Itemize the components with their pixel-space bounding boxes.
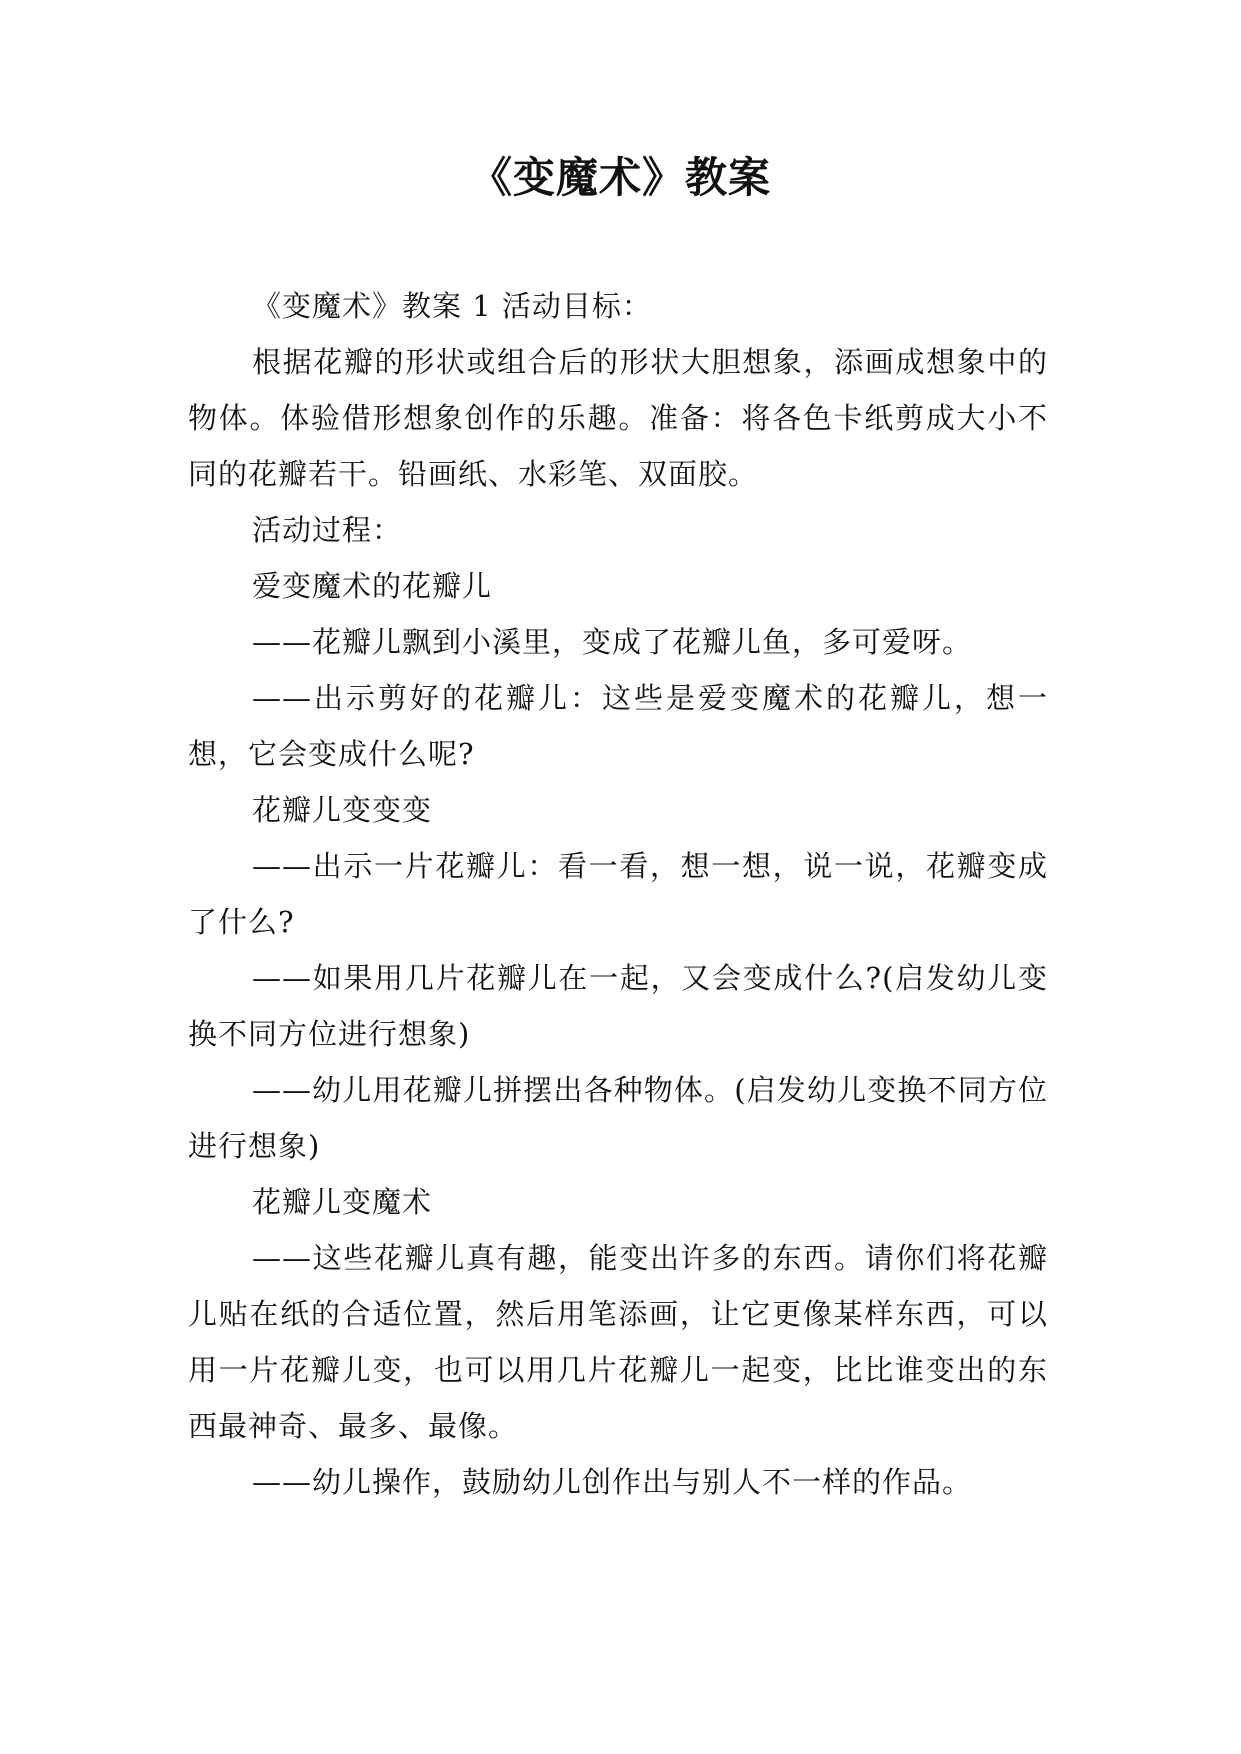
paragraph-objectives-heading: 《变魔术》教案 1 活动目标：: [252, 289, 652, 323]
paragraph-objectives-text: 根据花瓣的形状或组合后的形状大胆想象，添画成想象中的物体。体验借形想象创作的乐趣。准备：将各色卡纸剪成大小不同的花瓣若干。铅画纸、水彩笔、双面胶。: [188, 345, 1048, 491]
paragraph-step: ——这些花瓣儿真有趣，能变出许多的东西。请你们将花瓣儿贴在纸的合适位置，然后用笔添画，让它更像某样东西，可以用一片花瓣儿变，也可以用几片花瓣儿一起变，比比谁变出的东西最神奇、最多、最像。: [188, 1241, 1048, 1443]
paragraph-step: ——如果用几片花瓣儿在一起，又会变成什么?(启发幼儿变换不同方位进行想象): [188, 961, 1048, 1051]
document-body: [188, 278, 1048, 1510]
paragraph-step: ——幼儿用花瓣儿拼摆出各种物体。(启发幼儿变换不同方位进行想象): [188, 1073, 1048, 1163]
paragraph-step: ——幼儿操作，鼓励幼儿创作出与别人不一样的作品。: [252, 1465, 973, 1499]
section-heading-petals-magic: 花瓣儿变魔术: [252, 1185, 433, 1219]
section-heading-petals-change: 花瓣儿变变变: [252, 793, 433, 827]
document-title: 《变魔术》教案: [469, 153, 771, 202]
paragraph-step: ——花瓣儿飘到小溪里，变成了花瓣儿鱼，多可爱呀。: [252, 625, 973, 659]
section-heading-magic-petals: 爱变魔术的花瓣儿: [252, 569, 493, 603]
paragraph-step: ——出示一片花瓣儿：看一看，想一想，说一说，花瓣变成了什么?: [188, 849, 1048, 939]
paragraph-step: ——出示剪好的花瓣儿：这些是爱变魔术的花瓣儿，想一想，它会变成什么呢?: [188, 681, 1048, 771]
paragraph-process-heading: 活动过程：: [252, 513, 403, 547]
